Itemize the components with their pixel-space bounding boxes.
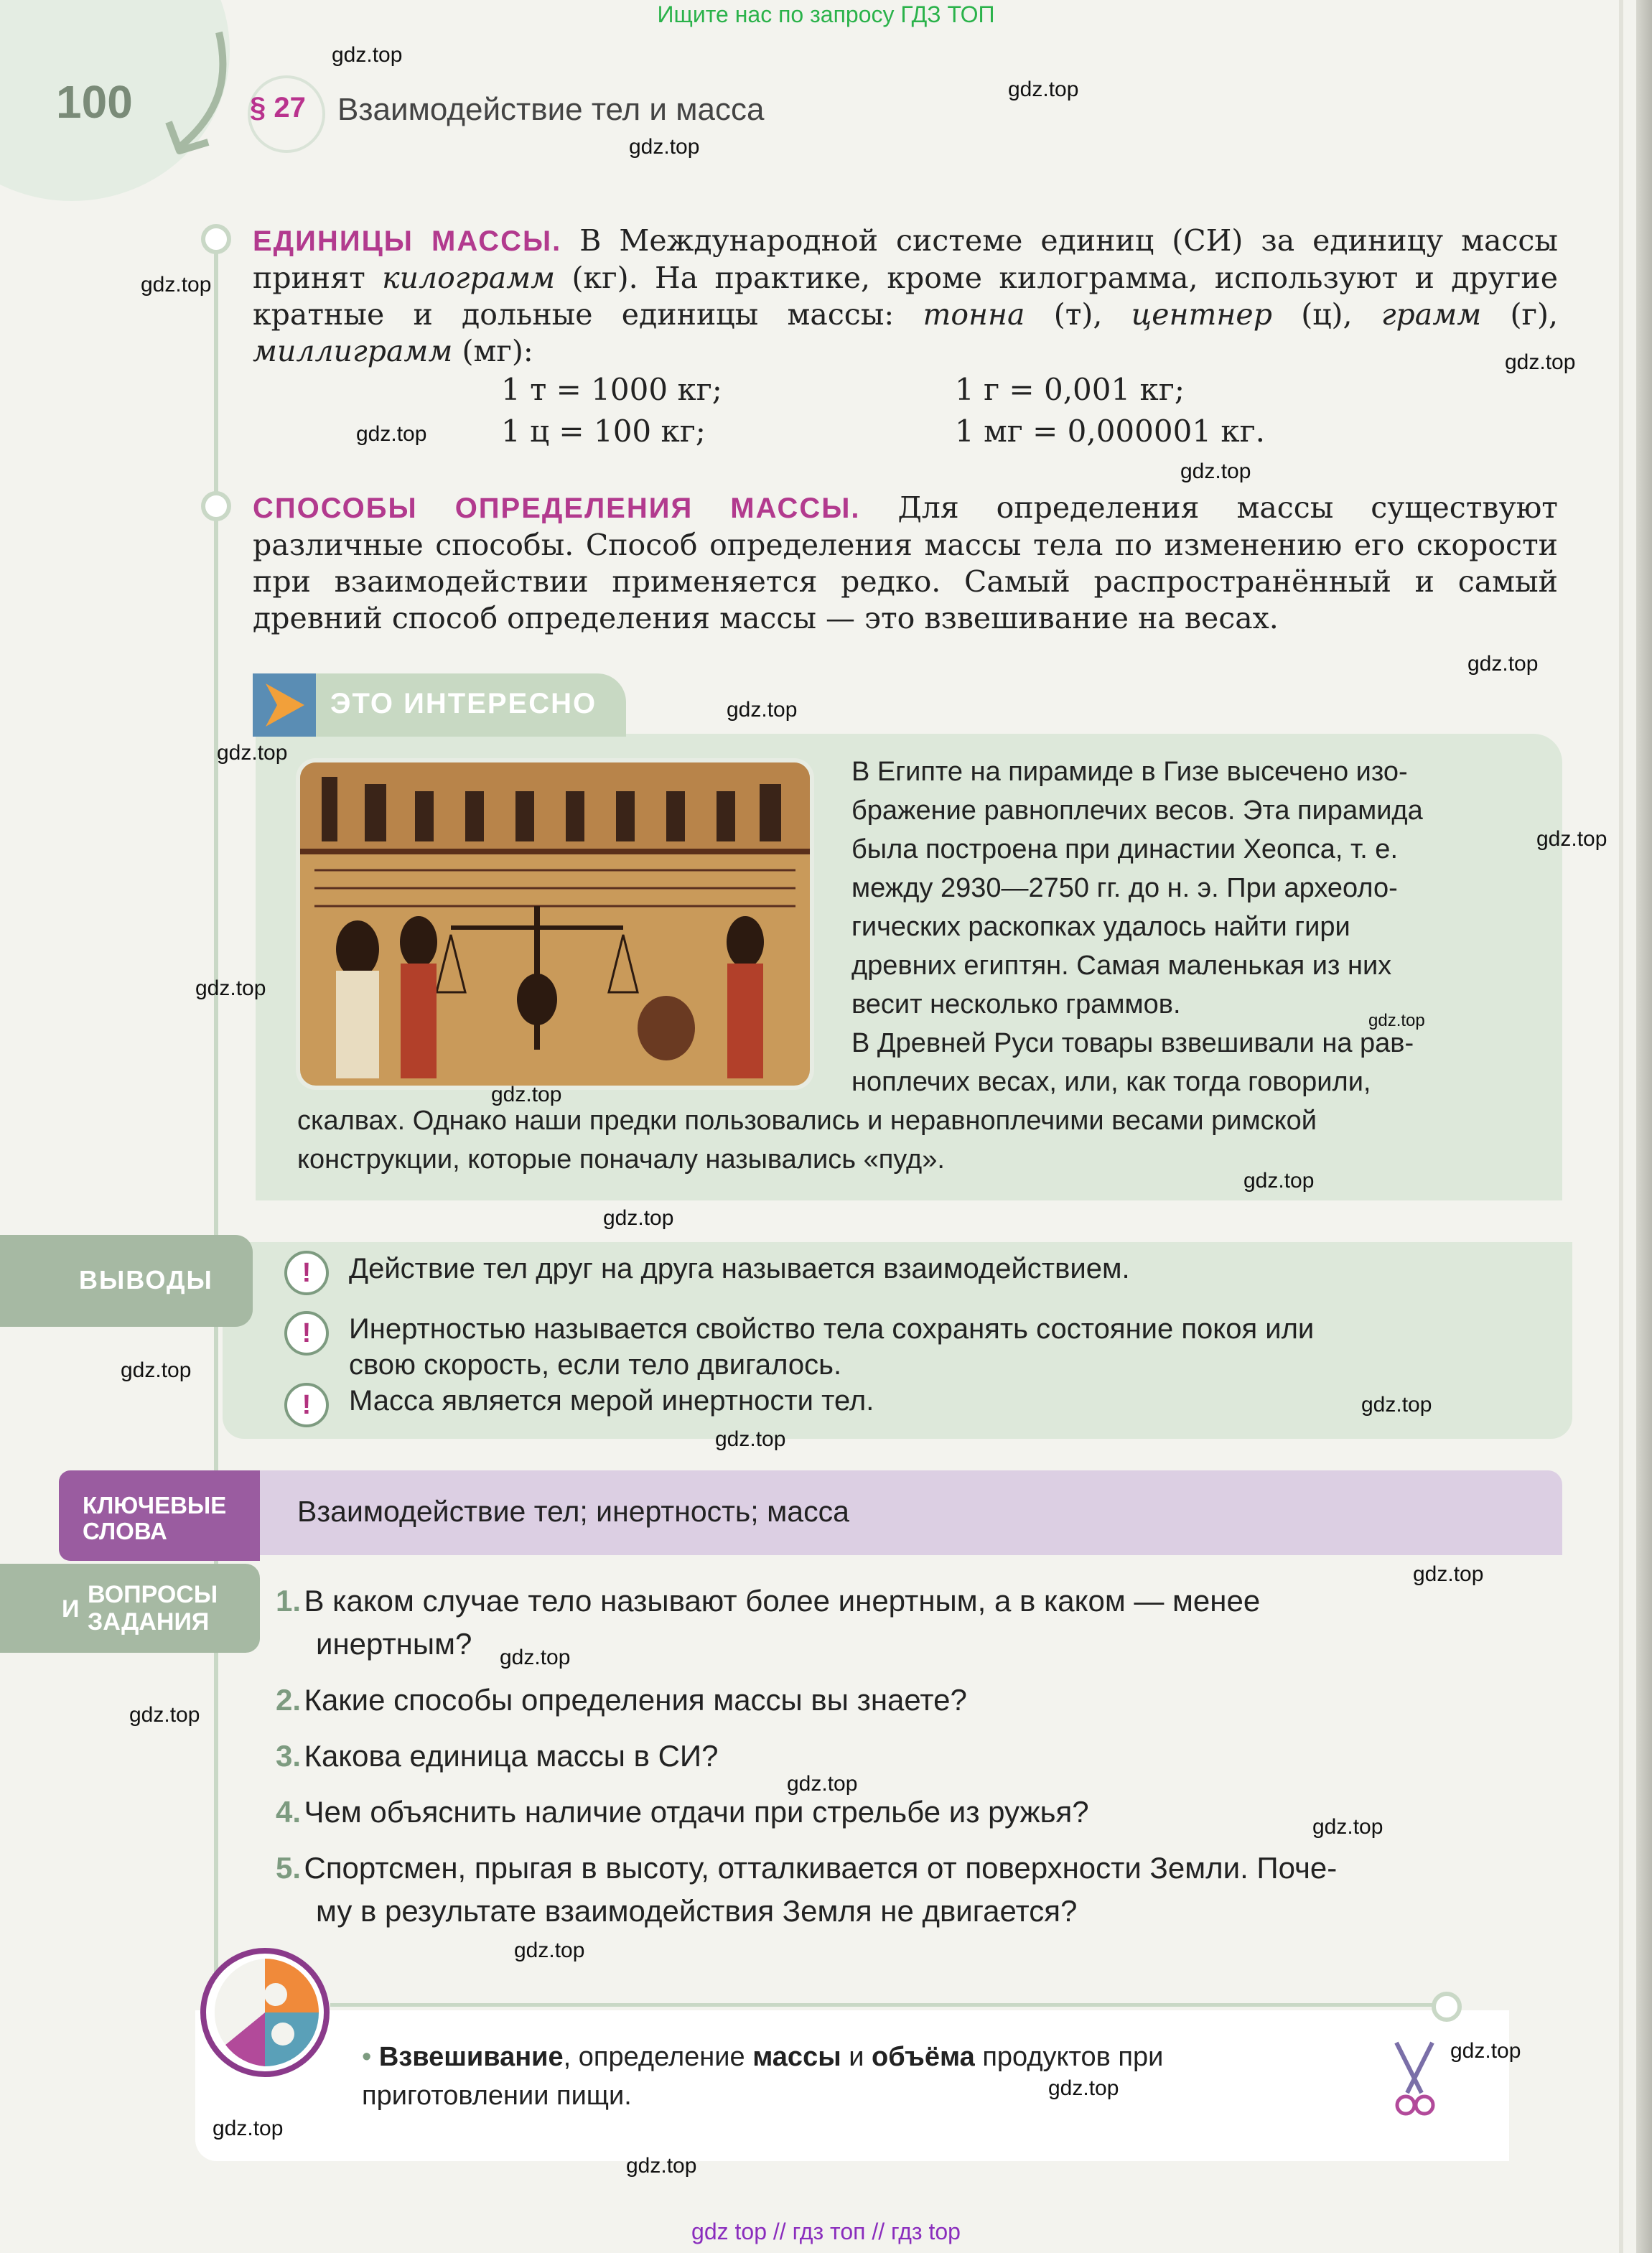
keywords-label: СЛОВА bbox=[83, 1518, 167, 1544]
questions-label: ЗАДАНИЯ bbox=[88, 1608, 210, 1636]
equation-milligram: 1 мг = 0,000001 кг. bbox=[955, 414, 1265, 449]
watermark: gdz.top bbox=[715, 1427, 786, 1451]
watermark: gdz.top bbox=[491, 1083, 562, 1106]
watermark: gdz.top bbox=[500, 1646, 571, 1669]
questions-label: И bbox=[62, 1595, 80, 1623]
interesting-line: была построена при династии Хеопса, т. е. bbox=[851, 834, 1399, 864]
watermark: gdz.top bbox=[129, 1703, 200, 1727]
question-item: 2. Какие способы определения массы вы знаете? bbox=[276, 1683, 967, 1717]
questions-label: ВОПРОСЫ bbox=[88, 1581, 218, 1608]
interesting-line: В Египте на пирамиде в Гизе высечено изо- bbox=[851, 757, 1408, 787]
watermark: gdz.top bbox=[1467, 652, 1539, 676]
question-item: 4. Чем объяснить наличие отдачи при стрельбе из ружья? bbox=[276, 1795, 1089, 1829]
watermark: gdz.top bbox=[787, 1772, 858, 1796]
interesting-line: В Древней Руси товары взвешивали на рав- bbox=[851, 1028, 1414, 1058]
question-item: 1. В каком случае тело называют более инертным, а в каком — менее инертным? bbox=[276, 1584, 1261, 1661]
conclusion-item: Масса является мерой инертности тел. bbox=[349, 1385, 874, 1417]
top-banner[interactable]: Ищите нас по запросу ГДЗ ТОП bbox=[657, 1, 995, 27]
watermark: gdz.top bbox=[626, 2154, 697, 2178]
equation-gram: 1 г = 0,001 кг; bbox=[955, 372, 1185, 407]
equation-tonne: 1 т = 1000 кг; bbox=[501, 372, 722, 407]
practice-text: • Взвешивание, определение массы и объёма продуктов при bbox=[362, 2042, 1164, 2072]
watermark: gdz.top bbox=[213, 2117, 284, 2140]
watermark: gdz.top bbox=[1361, 1393, 1432, 1417]
watermark: gdz.top bbox=[121, 1358, 192, 1382]
conclusion-item: Действие тел друг на друга называется взаимодействием. bbox=[349, 1253, 1130, 1284]
watermark: gdz.top bbox=[332, 43, 403, 67]
question-item: 3. Какова единица массы в СИ? bbox=[276, 1739, 719, 1773]
watermark: gdz.top bbox=[629, 135, 700, 159]
egyptian-scales-image bbox=[300, 762, 810, 1086]
page-number: 100 bbox=[56, 76, 133, 128]
section-title: Взаимодействие тел и масса bbox=[337, 92, 765, 127]
watermark: gdz.top bbox=[1413, 1562, 1484, 1586]
watermark: gdz.top bbox=[727, 698, 798, 722]
methods-paragraph: СПОСОБЫ ОПРЕДЕЛЕНИЯ МАССЫ. Для определения массы существуют различные способы. Способ определения массы тела по изменению его скорости при взаимодействии применяется редко. Самый распространённый и самый древний способ определения массы — это взвешивание на весах. bbox=[253, 490, 1558, 635]
section-number: § 27 bbox=[250, 92, 306, 123]
interesting-label: ЭТО ИНТЕРЕСНО bbox=[330, 688, 597, 719]
interesting-line: бражение равноплечих весов. Эта пирамида bbox=[851, 796, 1423, 826]
page-edge-line bbox=[1619, 0, 1623, 2253]
page-edge bbox=[1636, 0, 1652, 2253]
exclamation-icon: ! bbox=[284, 1251, 329, 1295]
keywords-text: Взаимодействие тел; инертность; масса bbox=[297, 1495, 849, 1528]
watermark: gdz.top bbox=[1180, 460, 1251, 483]
watermark: gdz.top bbox=[1368, 1011, 1425, 1030]
exclamation-icon: ! bbox=[284, 1383, 329, 1427]
units-heading: ЕДИНИЦЫ МАССЫ. bbox=[253, 225, 562, 257]
equation-centner: 1 ц = 100 кг; bbox=[501, 414, 706, 449]
units-paragraph: ЕДИНИЦЫ МАССЫ. В Международной системе единиц (СИ) за единицу массы принят килограмм (кг). На практике, кроме килограмма, используют и другие кратные и дольные единицы массы: тонна (т), центнер (ц), грамм (г), миллиграмм (мг): bbox=[253, 223, 1558, 368]
watermark: gdz.top bbox=[1008, 78, 1079, 101]
watermark: gdz.top bbox=[1536, 827, 1607, 851]
practice-divider bbox=[330, 2003, 1450, 2007]
practice-text: приготовлении пищи. bbox=[362, 2081, 632, 2111]
margin-node bbox=[1432, 1992, 1462, 2022]
watermark: gdz.top bbox=[1048, 2076, 1119, 2100]
watermark: gdz.top bbox=[1450, 2039, 1521, 2063]
interesting-line: древних египтян. Самая маленькая из них bbox=[851, 951, 1392, 981]
conclusions-label: ВЫВОДЫ bbox=[79, 1265, 213, 1295]
methods-heading: СПОСОБЫ ОПРЕДЕЛЕНИЯ МАССЫ. bbox=[253, 493, 861, 524]
interesting-line: скалвах. Однако наши предки пользовались и неравноплечими весами римской bbox=[297, 1106, 1317, 1136]
watermark: gdz.top bbox=[1243, 1169, 1315, 1193]
watermark: gdz.top bbox=[195, 976, 266, 1000]
watermark: gdz.top bbox=[1505, 350, 1576, 374]
puzzle-logo-icon bbox=[197, 1944, 333, 2081]
keywords-label: КЛЮЧЕВЫЕ bbox=[83, 1492, 227, 1519]
footer-links[interactable]: gdz top // гдз топ // гдз top bbox=[691, 2219, 961, 2244]
interesting-line: гических раскопках удалось найти гири bbox=[851, 912, 1350, 942]
interesting-line: между 2930—2750 гг. до н. э. При археоло- bbox=[851, 873, 1398, 903]
question-item: 5. Спортсмен, прыгая в высоту, отталкивается от поверхности Земли. Поче- му в результате взаимодействия Земля не двигается? bbox=[276, 1851, 1338, 1928]
watermark: gdz.top bbox=[603, 1206, 674, 1230]
interesting-line: весит несколько граммов. bbox=[851, 989, 1181, 1020]
watermark: gdz.top bbox=[141, 273, 212, 297]
margin-node bbox=[201, 224, 231, 254]
watermark: gdz.top bbox=[514, 1939, 585, 1962]
interesting-line: ноплечих весах, или, как тогда говорили, bbox=[851, 1067, 1371, 1097]
conclusion-item: Инертностью называется свойство тела сохранять состояние покоя или свою скорость, если тело двигалось. bbox=[349, 1313, 1315, 1381]
watermark: gdz.top bbox=[356, 422, 427, 446]
scissors-icon bbox=[1386, 2039, 1443, 2118]
play-icon bbox=[253, 673, 316, 737]
interesting-line: конструкции, которые поначалу назывались «пуд». bbox=[297, 1144, 945, 1175]
watermark: gdz.top bbox=[1312, 1815, 1383, 1839]
exclamation-icon: ! bbox=[284, 1311, 329, 1356]
watermark: gdz.top bbox=[217, 741, 288, 765]
margin-node bbox=[201, 491, 231, 521]
curved-arrow-icon bbox=[162, 29, 241, 158]
